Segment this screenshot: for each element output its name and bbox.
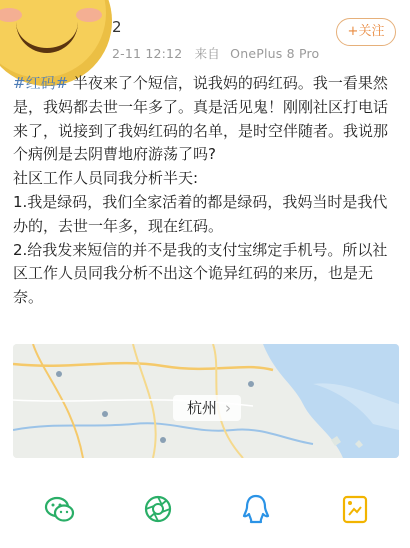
follow-button[interactable]: +关注 [336,18,396,46]
wechat-share-icon[interactable] [43,492,77,526]
qzone-share-icon[interactable] [338,492,372,526]
chevron-right-icon: › [225,399,232,417]
share-action-bar [0,492,410,532]
qq-share-icon[interactable] [239,492,273,526]
post-meta [112,44,319,62]
location-map-card[interactable] [13,344,399,458]
post-paragraph-3: 1.我是绿码，我们全家活着的都是绿码，我妈当时是我代办的，去世一年多，现在红码。 [13,192,388,235]
post-paragraph-4: 2.给我发来短信的并不是我的支付宝绑定手机号。所以社区工作人员同我分析不出这个诡异红码的来历，也是无奈。 [13,240,388,307]
username[interactable]: 2 [112,18,122,36]
moments-share-icon[interactable] [141,492,175,526]
device-source: OnePlus 8 Pro [230,46,320,61]
map-city-name: 杭州 [187,399,218,417]
post-text-1: 半夜来了个短信，说我妈的码红码。我一看果然是，我妈都去世一年多了。真是活见鬼！刚刚社区打电话来了，说接到了我妈红码的名单，是时空伴随者。我说那个病例是去阴曹地府游荡了吗? [13,74,389,164]
post-paragraph-2: 社区工作人员同我分析半天: [13,169,199,188]
map-city-label[interactable] [173,395,241,421]
post-content [13,72,399,310]
source-prefix: 来自 [194,46,220,61]
avatar-smile [16,8,78,53]
avatar-cheek-right [76,8,102,22]
hashtag-link[interactable]: #红码# [13,74,69,92]
post-paragraph-1 [13,72,399,167]
post-timestamp: 2-11 12:12 [112,46,183,61]
